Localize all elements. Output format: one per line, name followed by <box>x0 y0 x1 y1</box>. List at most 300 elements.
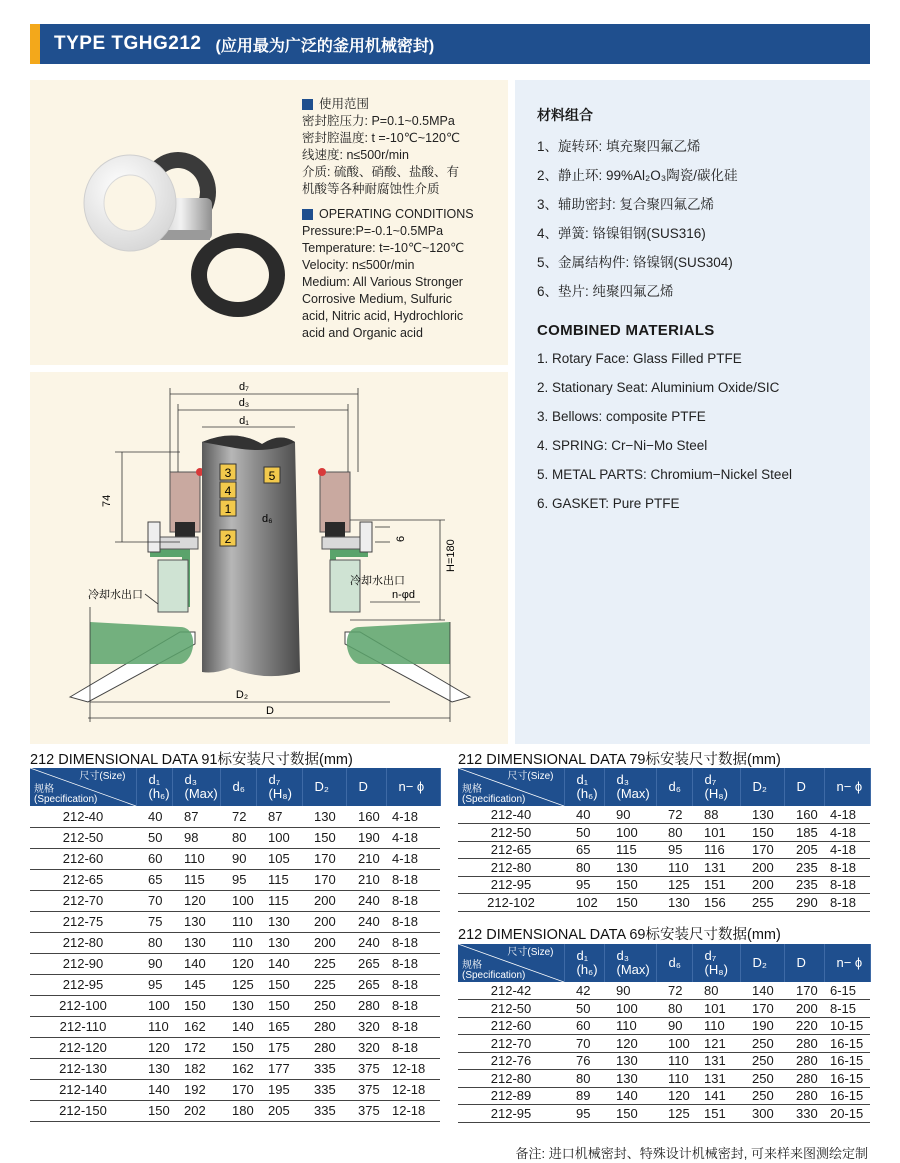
table-cell: 130 <box>172 932 220 953</box>
table-cell: 212-50 <box>458 1000 564 1018</box>
table-cell: 12-18 <box>386 1079 440 1100</box>
table-cell: 225 <box>302 953 346 974</box>
table-cell: 8-18 <box>824 876 870 894</box>
table-row <box>458 859 870 877</box>
table-cell: 375 <box>346 1100 386 1121</box>
table-cell: 280 <box>784 1070 824 1088</box>
table-cell: 212-95 <box>30 974 136 995</box>
table-row <box>458 1017 870 1035</box>
table-cell: 80 <box>564 1070 604 1088</box>
table-cell: 162 <box>220 1058 256 1079</box>
conditions-cn <box>302 96 460 198</box>
seal-cross-section-diagram <box>30 372 508 744</box>
table-cell: 150 <box>302 827 346 848</box>
table-cell: 212-102 <box>458 894 564 912</box>
table-cell: 110 <box>692 1017 740 1035</box>
table-cell: 160 <box>346 806 386 827</box>
table-cell: 205 <box>256 1100 302 1121</box>
table-cell: 220 <box>784 1017 824 1035</box>
table-cell: 130 <box>656 894 692 912</box>
material-item: 6. GASKET: Pure PTFE <box>537 496 680 511</box>
table-cell: 20-15 <box>824 1105 870 1123</box>
table-cell: 150 <box>740 824 784 842</box>
table-cell: 16-15 <box>824 1035 870 1053</box>
table-cell: 130 <box>604 859 656 877</box>
table-cell: 40 <box>564 806 604 824</box>
table-row <box>30 1037 440 1058</box>
table-cell: 110 <box>656 1070 692 1088</box>
table-cell: 335 <box>302 1100 346 1121</box>
column-header: d₆ <box>220 768 256 806</box>
table-cell: 212-80 <box>458 1070 564 1088</box>
table-cell: 280 <box>784 1052 824 1070</box>
table-cell: 50 <box>564 1000 604 1018</box>
table-cell: 80 <box>136 932 172 953</box>
table-cell: 130 <box>172 911 220 932</box>
column-header: d₃ (Max) <box>172 768 220 806</box>
table-cell: 8-18 <box>386 1016 440 1037</box>
diagram-panel <box>30 372 508 744</box>
table-cell: 120 <box>172 890 220 911</box>
table-cell: 212-80 <box>30 932 136 953</box>
table-row <box>30 827 440 848</box>
dim-label-h: H=180 <box>445 539 457 572</box>
materials-cn-list <box>537 132 738 306</box>
condition-line: Pressure:P=-0.1~0.5MPa <box>302 224 444 238</box>
table-cell: 90 <box>604 982 656 1000</box>
table-cell: 255 <box>740 894 784 912</box>
table-cell: 90 <box>136 953 172 974</box>
condition-line: 密封腔温度: t =-10℃~120℃ <box>302 131 460 145</box>
table-row <box>458 1000 870 1018</box>
table-cell: 8-18 <box>386 974 440 995</box>
table-cell: 130 <box>256 932 302 953</box>
table-cell: 110 <box>136 1016 172 1037</box>
table-cell: 8-18 <box>824 894 870 912</box>
table-cell: 212-70 <box>458 1035 564 1053</box>
table-cell: 105 <box>256 848 302 869</box>
material-item: 2、静止环: 99%Al₂O₃陶瓷/碳化硅 <box>537 168 738 183</box>
column-header: n− ϕ <box>824 768 870 806</box>
table-cell: 8-18 <box>824 859 870 877</box>
table-cell: 130 <box>302 806 346 827</box>
column-header: d₆ <box>656 768 692 806</box>
table-cell: 320 <box>346 1037 386 1058</box>
table-cell: 100 <box>136 995 172 1016</box>
table-cell: 65 <box>136 869 172 890</box>
column-header: d₃ (Max) <box>604 944 656 982</box>
table-cell: 185 <box>784 824 824 842</box>
materials-cn-title: 材料组合 <box>537 107 593 123</box>
table-cell: 10-15 <box>824 1017 870 1035</box>
column-header: n− ϕ <box>824 944 870 982</box>
materials-en-list <box>537 344 792 518</box>
dim-label-d6: d₆ <box>262 513 273 525</box>
table-cell: 210 <box>346 869 386 890</box>
table-cell: 150 <box>604 894 656 912</box>
table-cell: 280 <box>302 1037 346 1058</box>
conditions-cn-heading: 使用范围 <box>319 97 370 111</box>
part-label-2: 2 <box>224 532 232 546</box>
table-row <box>458 841 870 859</box>
size-label: 尺寸(Size) <box>507 947 554 958</box>
table-cell: 6-15 <box>824 982 870 1000</box>
table-cell: 16-15 <box>824 1052 870 1070</box>
footnote: 备注: 进口机械密封、特殊设计机械密封, 可来样来图测绘定制 <box>515 1146 868 1161</box>
bullet-square-icon <box>302 209 313 220</box>
table-cell: 130 <box>220 995 256 1016</box>
conditions-panel <box>30 80 508 365</box>
table-cell: 212-60 <box>458 1017 564 1035</box>
table-row <box>30 1079 440 1100</box>
table-cell: 170 <box>784 982 824 1000</box>
material-item: 4. SPRING: Cr−Ni−Mo Steel <box>537 438 708 453</box>
table-cell: 125 <box>220 974 256 995</box>
table-cell: 170 <box>740 1000 784 1018</box>
table-cell: 8-18 <box>386 890 440 911</box>
condition-line: acid, Nitric acid, Hydrochloric <box>302 309 464 323</box>
table-cell: 180 <box>220 1100 256 1121</box>
table-cell: 90 <box>656 1017 692 1035</box>
table-cell: 80 <box>656 1000 692 1018</box>
table-cell: 87 <box>172 806 220 827</box>
table-cell: 12-18 <box>386 1058 440 1079</box>
table-cell: 190 <box>740 1017 784 1035</box>
table-cell: 4-18 <box>386 806 440 827</box>
table-cell: 265 <box>346 974 386 995</box>
table-row <box>458 876 870 894</box>
table-cell: 95 <box>564 1105 604 1123</box>
column-header: d₃ (Max) <box>604 768 656 806</box>
table91-title: 212 DIMENSIONAL DATA 91标安装尺寸数据(mm) <box>30 752 353 768</box>
spec-label: 规格 (Specification) <box>462 784 526 805</box>
table-cell: 121 <box>692 1035 740 1053</box>
table-cell: 115 <box>256 869 302 890</box>
table-cell: 125 <box>656 876 692 894</box>
table-cell: 101 <box>692 824 740 842</box>
table-cell: 212-42 <box>458 982 564 1000</box>
table-cell: 160 <box>784 806 824 824</box>
material-item: 2. Stationary Seat: Aluminium Oxide/SIC <box>537 380 780 395</box>
table-cell: 100 <box>656 1035 692 1053</box>
table-cell: 101 <box>692 1000 740 1018</box>
table-cell: 200 <box>302 911 346 932</box>
table-row <box>458 824 870 842</box>
table-cell: 50 <box>136 827 172 848</box>
table-cell: 265 <box>346 953 386 974</box>
table-cell: 150 <box>136 1100 172 1121</box>
table-cell: 115 <box>604 841 656 859</box>
table-row <box>30 869 440 890</box>
table-row <box>458 1070 870 1088</box>
material-item: 5. METAL PARTS: Chromium−Nickel Steel <box>537 467 792 482</box>
table-cell: 205 <box>784 841 824 859</box>
table-row <box>458 894 870 912</box>
table-cell: 110 <box>172 848 220 869</box>
table-cell: 320 <box>346 1016 386 1037</box>
table-cell: 100 <box>604 1000 656 1018</box>
table-cell: 16-15 <box>824 1087 870 1105</box>
condition-line: Velocity: n≤500r/min <box>302 258 415 272</box>
product-subtitle: (应用最为广泛的釜用机械密封) <box>215 37 435 55</box>
table-cell: 200 <box>784 1000 824 1018</box>
table-cell: 60 <box>564 1017 604 1035</box>
column-header: D <box>784 944 824 982</box>
table-cell: 200 <box>302 890 346 911</box>
table-cell: 8-18 <box>386 869 440 890</box>
table-cell: 150 <box>604 876 656 894</box>
table79-title: 212 DIMENSIONAL DATA 79标安装尺寸数据(mm) <box>458 752 781 768</box>
table-row <box>458 982 870 1000</box>
table-cell: 140 <box>220 1016 256 1037</box>
seal-product-image <box>30 80 290 365</box>
table-cell: 4-18 <box>386 827 440 848</box>
table-cell: 212-140 <box>30 1079 136 1100</box>
table-header-row <box>30 768 440 806</box>
column-header: D₂ <box>740 944 784 982</box>
table-cell: 202 <box>172 1100 220 1121</box>
table-cell: 330 <box>784 1105 824 1123</box>
material-item: 6、垫片: 纯聚四氟乙烯 <box>537 284 674 299</box>
dim-label-d7: d₇ <box>239 381 249 393</box>
table-cell: 235 <box>784 859 824 877</box>
table-cell: 72 <box>656 806 692 824</box>
spec-label: 规格 (Specification) <box>462 960 526 981</box>
part-label-4: 4 <box>224 484 232 498</box>
table-cell: 212-75 <box>30 911 136 932</box>
table-cell: 75 <box>136 911 172 932</box>
table-cell: 150 <box>172 995 220 1016</box>
table-cell: 170 <box>220 1079 256 1100</box>
table-cell: 150 <box>256 974 302 995</box>
table-cell: 80 <box>220 827 256 848</box>
table-cell: 335 <box>302 1079 346 1100</box>
table-cell: 130 <box>136 1058 172 1079</box>
table-cell: 100 <box>220 890 256 911</box>
table-cell: 8-18 <box>386 1037 440 1058</box>
table-cell: 192 <box>172 1079 220 1100</box>
table-cell: 80 <box>656 824 692 842</box>
table-cell: 335 <box>302 1058 346 1079</box>
table-cell: 177 <box>256 1058 302 1079</box>
table-cell: 87 <box>256 806 302 827</box>
dim-label-D2: D₂ <box>235 689 249 701</box>
materials-en-title: COMBINED MATERIALS <box>537 322 715 339</box>
spec-label: 规格 (Specification) <box>34 784 98 805</box>
table-cell: 110 <box>656 859 692 877</box>
table-cell: 102 <box>564 894 604 912</box>
table-cell: 190 <box>346 827 386 848</box>
conditions-en-heading: OPERATING CONDITIONS <box>319 207 474 221</box>
condition-line: Medium: All Various Stronger <box>302 275 463 289</box>
table-cell: 212-76 <box>458 1052 564 1070</box>
table-cell: 212-65 <box>30 869 136 890</box>
table-row <box>30 911 440 932</box>
table-cell: 98 <box>172 827 220 848</box>
column-header: d₆ <box>656 944 692 982</box>
table-cell: 120 <box>136 1037 172 1058</box>
column-header: D <box>346 768 386 806</box>
coolant-outlet-right: 冷却水出口 <box>350 575 405 587</box>
table-row <box>458 1052 870 1070</box>
header-accent-bar <box>30 24 40 64</box>
condition-line: acid and Organic acid <box>302 326 423 340</box>
table-cell: 70 <box>136 890 172 911</box>
table-cell: 140 <box>136 1079 172 1100</box>
table-cell: 76 <box>564 1052 604 1070</box>
table-row <box>458 806 870 824</box>
table-cell: 240 <box>346 890 386 911</box>
table-cell: 212-130 <box>30 1058 136 1079</box>
table-row <box>458 1035 870 1053</box>
material-item: 1、旋转环: 填充聚四氟乙烯 <box>537 139 701 154</box>
table-cell: 131 <box>692 859 740 877</box>
table-cell: 165 <box>256 1016 302 1037</box>
table-cell: 151 <box>692 876 740 894</box>
spec-header-cell <box>458 944 564 982</box>
table-cell: 130 <box>604 1052 656 1070</box>
table-row <box>30 848 440 869</box>
table-cell: 212-90 <box>30 953 136 974</box>
dim-label-74: 74 <box>101 494 113 507</box>
material-item: 5、金属结构件: 铬镍钢(SUS304) <box>537 255 733 270</box>
table-cell: 170 <box>302 869 346 890</box>
material-item: 1. Rotary Face: Glass Filled PTFE <box>537 351 742 366</box>
table-cell: 110 <box>604 1017 656 1035</box>
table-cell: 65 <box>564 841 604 859</box>
table-cell: 100 <box>256 827 302 848</box>
table-cell: 100 <box>604 824 656 842</box>
table-row <box>30 890 440 911</box>
table-row <box>458 1105 870 1123</box>
table-cell: 125 <box>656 1105 692 1123</box>
condition-line: 密封腔压力: P=0.1~0.5MPa <box>302 114 455 128</box>
table-cell: 115 <box>172 869 220 890</box>
dim-label-d3: d₃ <box>238 397 250 409</box>
condition-line: 机酸等各种耐腐蚀性介质 <box>302 182 440 196</box>
table-cell: 375 <box>346 1079 386 1100</box>
condition-line: 介质: 硫酸、硝酸、盐酸、有 <box>302 165 459 179</box>
table-cell: 156 <box>692 894 740 912</box>
table-cell: 80 <box>564 859 604 877</box>
table-cell: 131 <box>692 1070 740 1088</box>
table-cell: 90 <box>604 806 656 824</box>
table-cell: 212-60 <box>30 848 136 869</box>
table-cell: 212-95 <box>458 876 564 894</box>
table-cell: 200 <box>302 932 346 953</box>
table-cell: 130 <box>740 806 784 824</box>
column-header: d₇ (H₈) <box>692 768 740 806</box>
table-cell: 280 <box>346 995 386 1016</box>
table-cell: 212-50 <box>30 827 136 848</box>
table79 <box>458 768 871 912</box>
bullet-square-icon <box>302 99 313 110</box>
table-cell: 212-150 <box>30 1100 136 1121</box>
dim-label-D: D <box>266 705 274 717</box>
material-item: 3、辅助密封: 复合聚四氟乙烯 <box>537 197 715 212</box>
column-header: d₇ (H₈) <box>256 768 302 806</box>
table-row <box>458 1087 870 1105</box>
conditions-en <box>302 206 474 342</box>
table-cell: 131 <box>692 1052 740 1070</box>
table-cell: 50 <box>564 824 604 842</box>
table-cell: 115 <box>256 890 302 911</box>
table-cell: 212-80 <box>458 859 564 877</box>
page-header <box>30 24 870 64</box>
table-cell: 95 <box>656 841 692 859</box>
table-cell: 145 <box>172 974 220 995</box>
table-cell: 175 <box>256 1037 302 1058</box>
table-cell: 140 <box>740 982 784 1000</box>
table-cell: 140 <box>604 1087 656 1105</box>
table-cell: 170 <box>302 848 346 869</box>
table-cell: 141 <box>692 1087 740 1105</box>
condition-line: Temperature: t=-10℃~120℃ <box>302 241 465 255</box>
table-cell: 4-18 <box>824 824 870 842</box>
table-row <box>30 932 440 953</box>
column-header: d₁ (h₆) <box>564 768 604 806</box>
table-cell: 110 <box>220 911 256 932</box>
table-cell: 151 <box>692 1105 740 1123</box>
table-row <box>30 995 440 1016</box>
table-cell: 110 <box>220 932 256 953</box>
table-cell: 120 <box>604 1035 656 1053</box>
table-cell: 240 <box>346 932 386 953</box>
column-header: d₇ (H₈) <box>692 944 740 982</box>
table-cell: 212-110 <box>30 1016 136 1037</box>
table-cell: 60 <box>136 848 172 869</box>
table-cell: 212-50 <box>458 824 564 842</box>
spec-header-cell <box>30 768 136 806</box>
table-cell: 130 <box>256 911 302 932</box>
table-cell: 120 <box>656 1087 692 1105</box>
condition-line: 线速度: n≤500r/min <box>302 148 409 162</box>
table-cell: 70 <box>564 1035 604 1053</box>
table-cell: 290 <box>784 894 824 912</box>
product-title: TYPE TGHG212 <box>54 33 202 54</box>
table-cell: 95 <box>136 974 172 995</box>
table-cell: 172 <box>172 1037 220 1058</box>
table-cell: 162 <box>172 1016 220 1037</box>
table-cell: 200 <box>740 859 784 877</box>
table-cell: 212-100 <box>30 995 136 1016</box>
table-cell: 250 <box>740 1087 784 1105</box>
table-cell: 210 <box>346 848 386 869</box>
table-cell: 375 <box>346 1058 386 1079</box>
table-cell: 140 <box>256 953 302 974</box>
table-cell: 4-18 <box>386 848 440 869</box>
table-cell: 250 <box>302 995 346 1016</box>
table-cell: 170 <box>740 841 784 859</box>
table-header-row <box>458 944 870 982</box>
table-cell: 8-18 <box>386 911 440 932</box>
table-cell: 16-15 <box>824 1070 870 1088</box>
table-cell: 12-18 <box>386 1100 440 1121</box>
table-cell: 89 <box>564 1087 604 1105</box>
column-header: d₁ (h₆) <box>136 768 172 806</box>
table-cell: 42 <box>564 982 604 1000</box>
table-cell: 150 <box>256 995 302 1016</box>
size-label: 尺寸(Size) <box>507 771 554 782</box>
table-cell: 116 <box>692 841 740 859</box>
table-row <box>30 1058 440 1079</box>
table-cell: 240 <box>346 911 386 932</box>
table-cell: 90 <box>220 848 256 869</box>
table-cell: 8-18 <box>386 953 440 974</box>
table-cell: 120 <box>220 953 256 974</box>
table-cell: 95 <box>564 876 604 894</box>
table-cell: 72 <box>220 806 256 827</box>
